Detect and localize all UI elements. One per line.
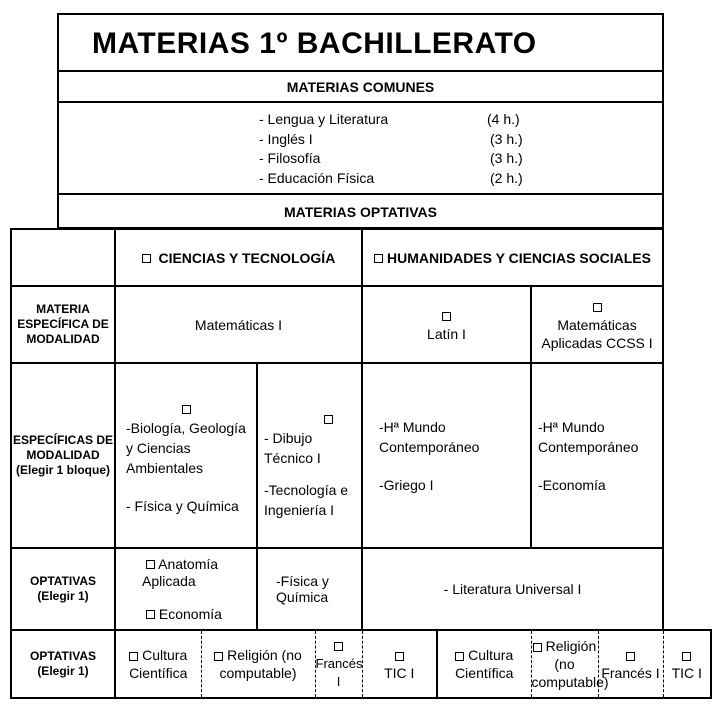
modalidad-ciencias-label: CIENCIAS Y TECNOLOGÍA (158, 249, 336, 266)
checkbox-icon[interactable] (593, 303, 602, 312)
bloque-item: -Griego I (379, 476, 434, 493)
row-label-optativas-2 (11, 630, 115, 698)
subject-name: - Inglés I (259, 131, 313, 147)
modalidad-ciencias (115, 229, 362, 286)
cell-fisica-quimica: -Física y Química (257, 548, 362, 630)
subject-name: - Educación Física (259, 170, 375, 186)
page-title: MATERIAS 1º BACHILLERATO (57, 13, 664, 70)
optativas-sublabel: (Elegir 1) (37, 589, 89, 603)
cell-matematicas-i: Matemáticas I (115, 286, 362, 363)
materias-comunes-list (57, 101, 664, 193)
cell-latin-i (362, 286, 531, 363)
checkbox-icon[interactable] (533, 643, 542, 652)
cell-tic-hum (663, 630, 711, 698)
checkbox-icon[interactable] (626, 652, 635, 661)
checkbox-icon[interactable] (142, 254, 151, 263)
checkbox-icon[interactable] (374, 254, 383, 263)
religion-label: Religión (no computable) (219, 647, 302, 681)
bloque-item: -Hª Mundo Contemporáneo (379, 418, 480, 455)
bloque-ciencias-b (257, 363, 362, 548)
subject-hours: (3 h.) (490, 131, 523, 147)
checkbox-icon[interactable] (682, 652, 691, 661)
mat-ccss-label: Matemáticas Aplicadas CCSS I (541, 316, 653, 351)
bloque-hum-a (362, 363, 531, 548)
bloque-item: - Física y Química (126, 498, 239, 514)
subject-hours: (4 h.) (487, 111, 520, 127)
subject-hours: (2 h.) (490, 170, 523, 186)
latin-label: Latín I (427, 325, 466, 342)
checkbox-icon[interactable] (214, 652, 223, 661)
religion-label: Religión (no computable) (531, 638, 609, 690)
materias-optativas-header: MATERIAS OPTATIVAS (57, 193, 664, 229)
row-label-materia-especifica: MATERIA ESPECÍFICA DE MODALIDAD (11, 286, 115, 363)
checkbox-icon[interactable] (182, 405, 191, 414)
bloque-item: -Hª Mundo Contemporáneo (538, 418, 639, 455)
modalidad-humanidades (362, 229, 663, 286)
cell-religion-hum (531, 630, 609, 698)
checkbox-icon[interactable] (395, 652, 404, 661)
row-label-especificas (11, 363, 115, 548)
cultura-label: Cultura Científica (455, 647, 514, 681)
checkbox-icon[interactable] (334, 642, 343, 651)
checkbox-icon[interactable] (146, 610, 155, 619)
anatomia-label: Anatomía Aplicada (142, 555, 219, 589)
frances-label: Francés I (601, 665, 660, 681)
checkbox-icon[interactable] (129, 652, 138, 661)
especificas-label: ESPECÍFICAS DE MODALIDAD (12, 433, 114, 462)
economia-label: Economía (158, 605, 222, 622)
optativas-label: OPTATIVAS (30, 649, 96, 663)
optativas-label: OPTATIVAS (30, 574, 96, 588)
optativas-sublabel: (Elegir 1) (37, 664, 89, 678)
tic-label: TIC I (671, 665, 702, 681)
bloque-item: -Tecnología e Ingeniería I (264, 482, 349, 518)
checkbox-icon[interactable] (324, 415, 333, 424)
checkbox-icon[interactable] (455, 652, 464, 661)
bloque-item: -Economía (538, 476, 606, 493)
cultura-label: Cultura Científica (129, 647, 188, 681)
bloque-item: - Dibujo Técnico I (264, 430, 321, 466)
cell-literatura-universal: - Literatura Universal I (362, 548, 663, 630)
cell-religion (201, 630, 315, 698)
materias-comunes-header: MATERIAS COMUNES (57, 70, 664, 103)
bloque-hum-b (531, 363, 663, 548)
subjects-table (10, 228, 712, 699)
cell-anatomia-economia (115, 548, 257, 630)
row-label-optativas-1 (11, 548, 115, 630)
cell-tic (362, 630, 437, 698)
bloque-item: -Biología, Geología y Ciencias Ambientales (126, 420, 246, 476)
cell-cultura-cientifica-hum (437, 630, 531, 698)
checkbox-icon[interactable] (146, 560, 155, 569)
bloque-ciencias-a (115, 363, 257, 548)
subject-name: - Lengua y Literatura (259, 111, 389, 127)
frances-label: Francés I (315, 656, 363, 689)
cell-frances (315, 630, 362, 698)
checkbox-icon[interactable] (442, 312, 451, 321)
subject-hours: (3 h.) (490, 150, 523, 166)
subject-name: - Filosofía (259, 150, 321, 166)
cell-cultura-cientifica (115, 630, 201, 698)
tic-label: TIC I (384, 665, 415, 681)
cell-matematicas-ccss (531, 286, 663, 363)
especificas-sublabel: (Elegir 1 bloque) (15, 463, 110, 477)
corner-cell (11, 229, 115, 286)
modalidad-humanidades-label: HUMANIDADES Y CIENCIAS SOCIALES (386, 249, 651, 266)
